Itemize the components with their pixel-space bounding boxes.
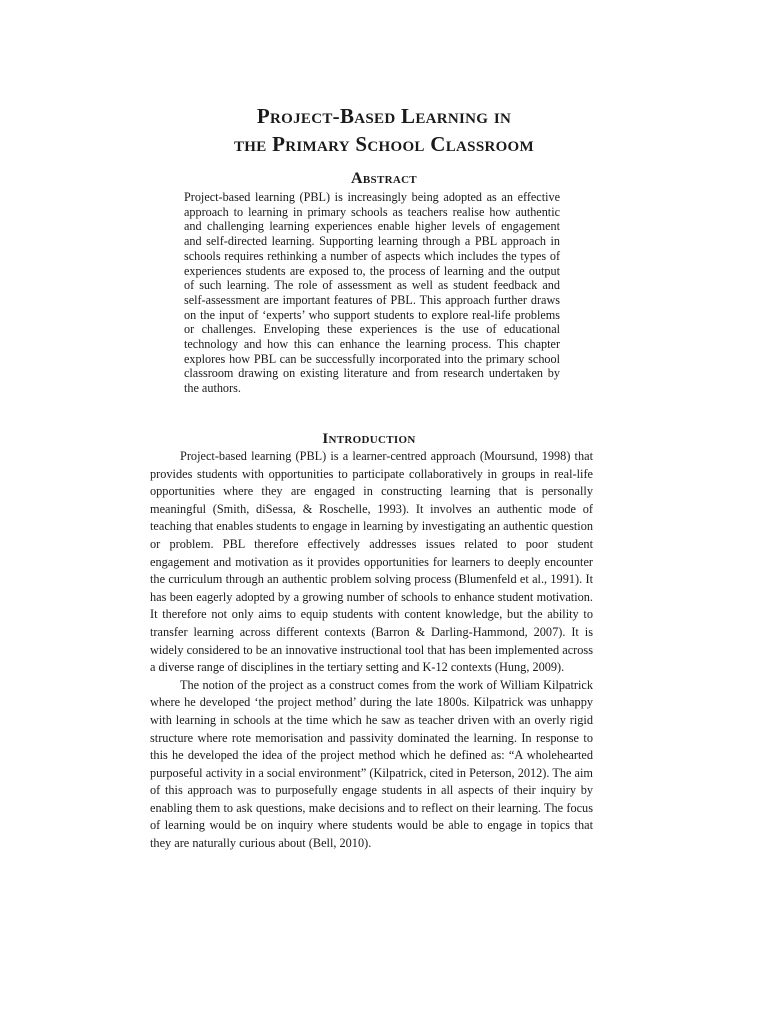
document-title xyxy=(0,102,768,158)
abstract-heading: Abstract xyxy=(351,170,417,187)
title-line-1: Project-Based Learning in xyxy=(256,104,512,128)
introduction-paragraph-1: Project-based learning (PBL) is a learner-centred approach (Moursund, 1998) that provides students with opportunities to participate collaboratively in groups in real-life opportunities where they are engaged in constructing learning that is personally meaningful (Smith, diSessa, & Roschelle, 1993). It involves an authentic mode of teaching that enables students to engage in learning by investigating an authentic question or problem. PBL therefore effectively addresses issues related to poor student engagement and motivation as it provides opportunities for learners to deeply encounter the curriculum through an authentic problem solving process (Blumenfeld et al., 1991). It has been eagerly adopted by a growing number of schools to enhance student motivation. It therefore not only aims to equip students with content knowledge, but the ability to transfer learning across different contexts (Barron & Darling-Hammond, 2007). It is widely considered to be an innovative instructional tool that has been implemented across a diverse range of disciplines in the tertiary setting and K-12 contexts (Hung, 2009). xyxy=(150,449,593,675)
title-line-2: the Primary School Classroom xyxy=(234,132,534,156)
introduction-heading: Introduction xyxy=(322,431,416,447)
introduction-paragraph-2: The notion of the project as a construct comes from the work of William Kilpatrick where he developed ‘the project method’ during the late 1800s. Kilpatrick was unhappy with learning in schools at the time which he saw as teacher driven with an overly rigid structure where rote memorisation and passivity dominated the learning. In response to this he developed the idea of the project method which he defined as: “A wholehearted purposeful activity in a social environment” (Kilpatrick, cited in Peterson, 2012). The aim of this approach was to purposefully engage students in all aspects of their inquiry by enabling them to ask questions, make decisions and to reflect on their learning. The focus of learning would be on inquiry where students would be able to engage in topics that they are naturally curious about (Bell, 2010). xyxy=(150,677,593,851)
introduction-body xyxy=(150,448,593,853)
abstract-text: Project-based learning (PBL) is increasingly being adopted as an effective approach to learning in primary schools as teachers realise how authentic and challenging learning experiences enable higher levels of engagement and self-directed learning. Supporting learning through a PBL approach in schools requires rethinking a number of aspects which includes the types of experiences students are exposed to, the process of learning and the output of such learning. The role of assessment as well as student feedback and self-assessment are important features of PBL. This approach further draws on the input of ‘experts’ who support students to explore real-life problems or challenges. Enveloping these experiences is the use of educational technology and how this can enhance the learning process. This chapter explores how PBL can be successfully incorporated into the primary school classroom drawing on existing literature and from research undertaken by the authors. xyxy=(184,190,560,396)
